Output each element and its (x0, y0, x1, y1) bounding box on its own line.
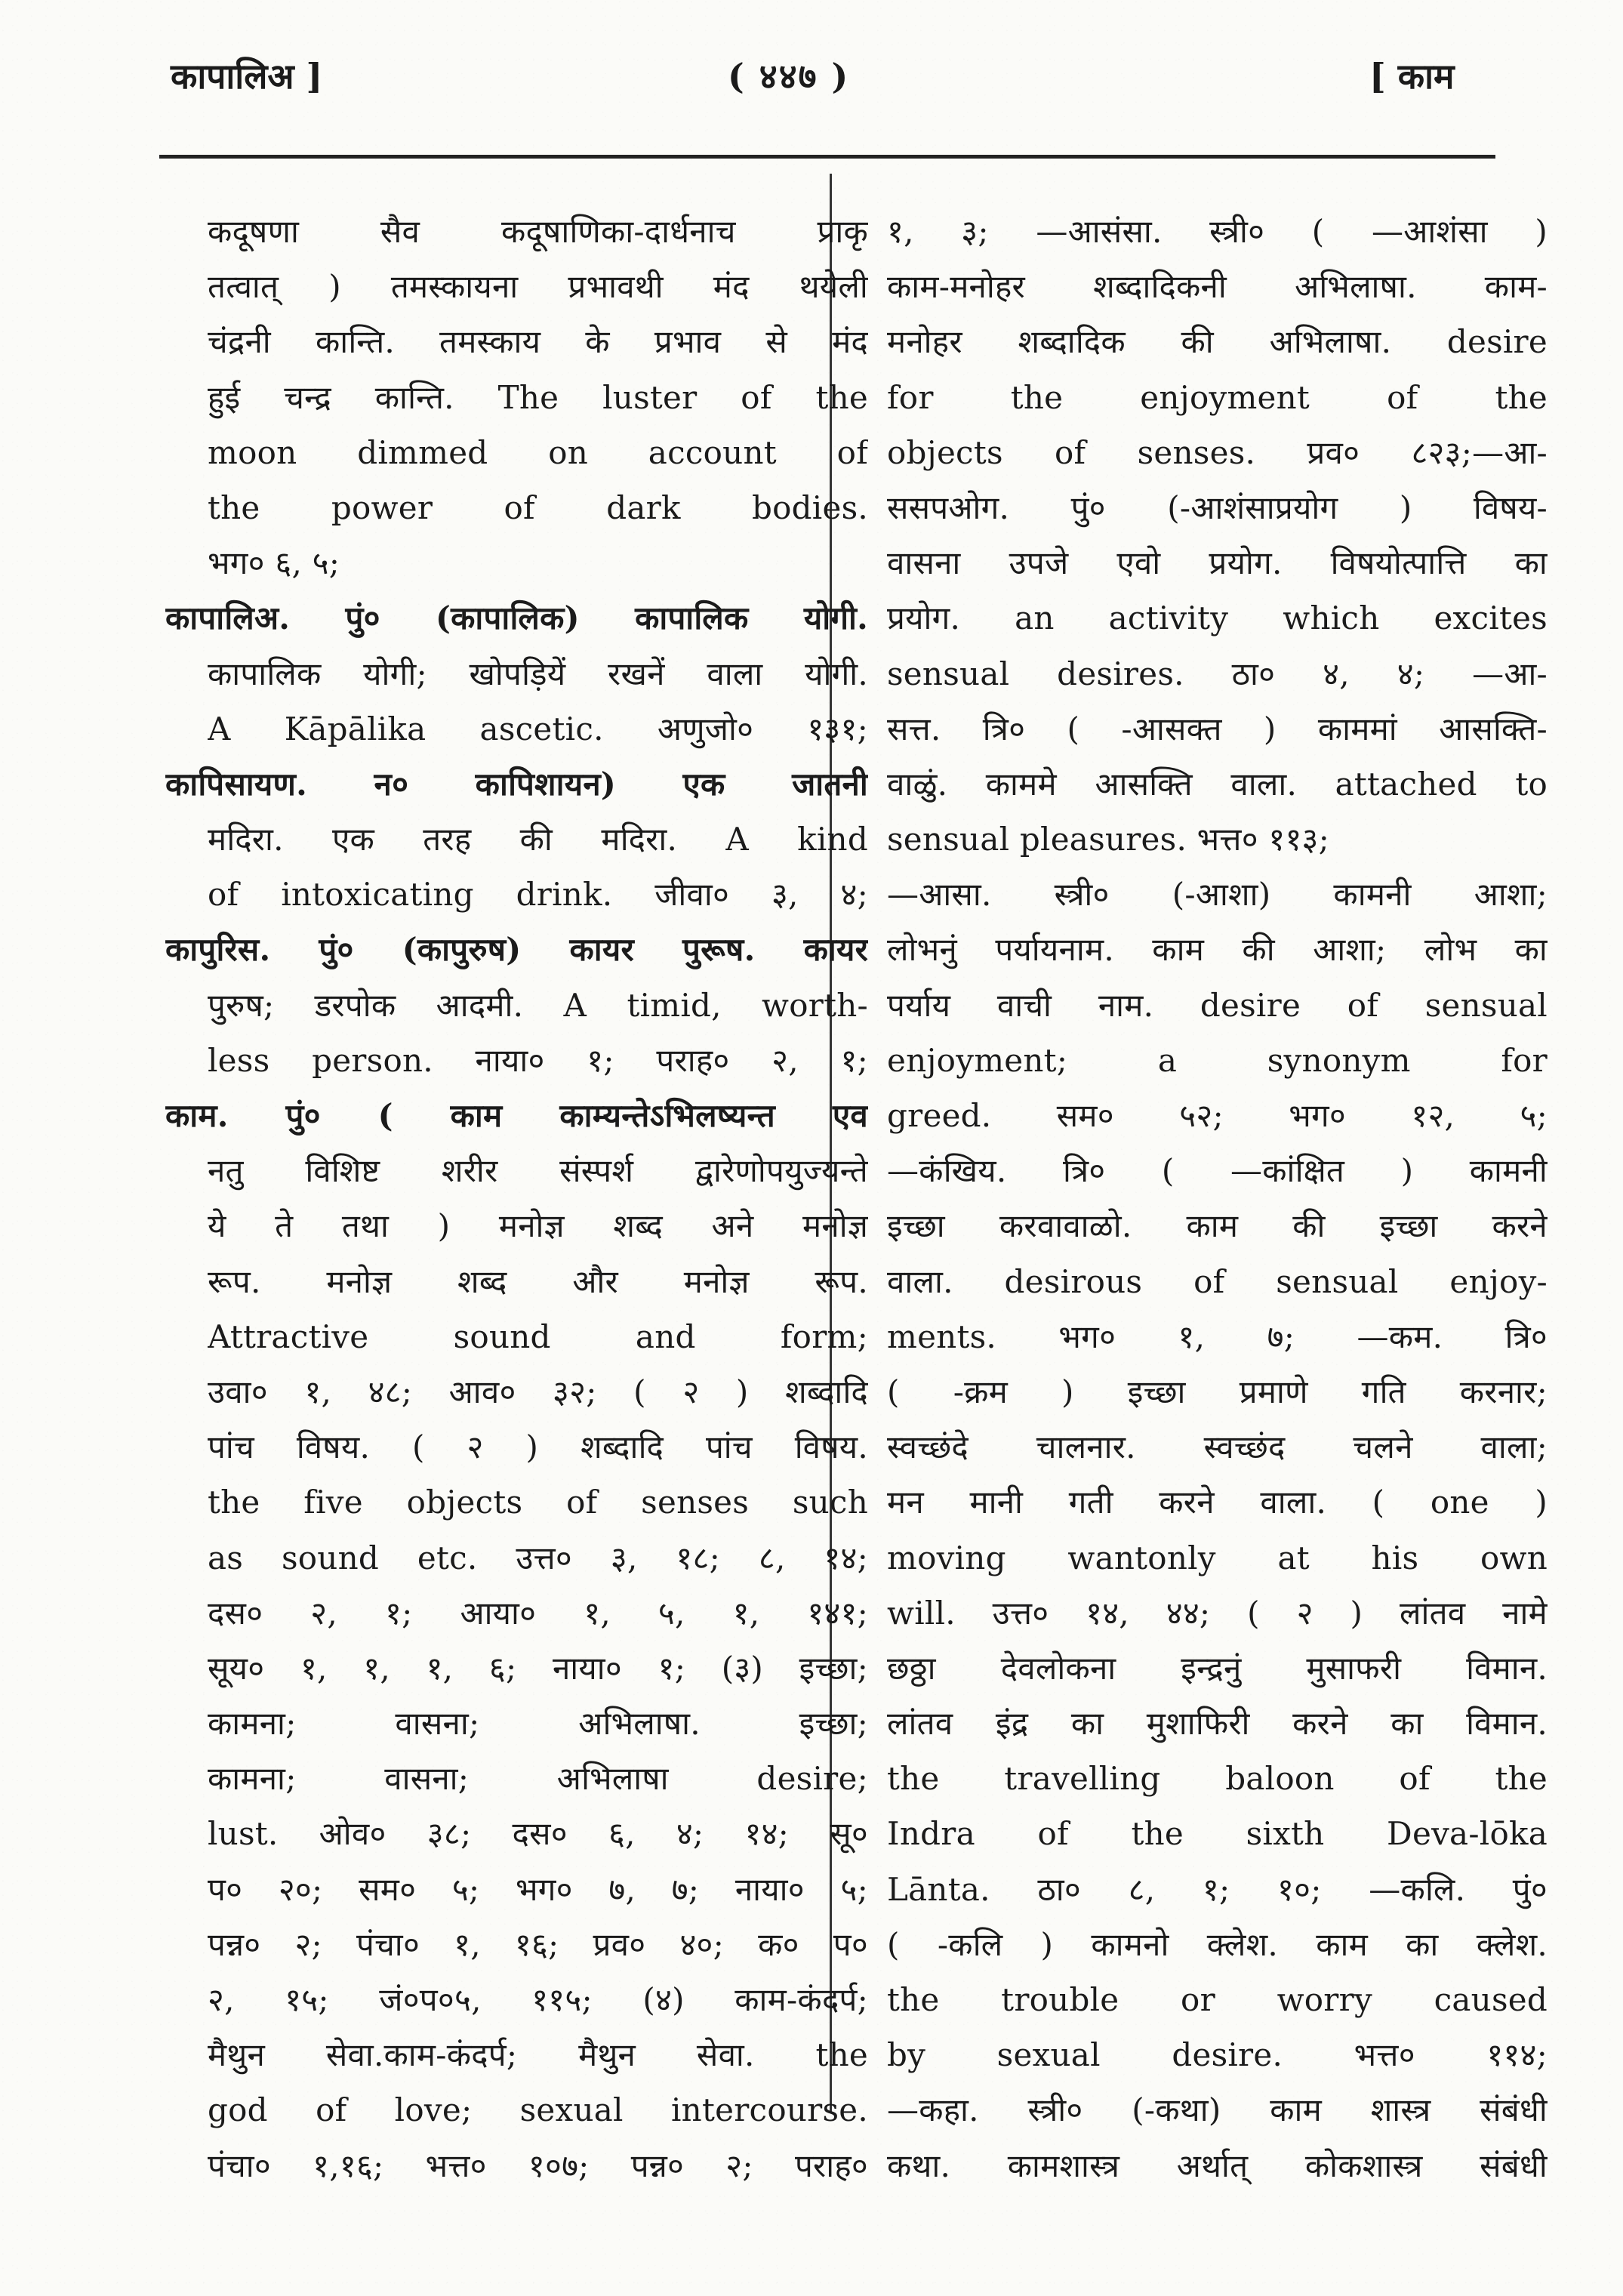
right-line-11: वाळुं. काममे आसक्ति वाला. attached to (887, 765, 1548, 803)
right-line-34: by sexual desire. भत्त० ११४; (887, 2036, 1548, 2074)
page-number: ( ४४७ ) (728, 56, 850, 97)
left-line-15: पुरुष; डरपोक आदमी. A timid, worth- (208, 986, 868, 1024)
left-line-25: as sound etc. उत्त० ३, १८; ८, १४; (208, 1539, 868, 1576)
right-line-36: कथा. कामशास्त्र अर्थात् कोकशास्त्र संबंधी (887, 2147, 1548, 2184)
left-line-24: the five objects of senses such (208, 1484, 868, 1521)
left-line-6: the power of dark bodies. (208, 488, 868, 526)
right-line-33: the trouble or worry caused (887, 1981, 1548, 2018)
left-column (165, 204, 868, 2193)
right-line-19: इच्छा करवावाळो. काम की इच्छा करने (887, 1207, 1548, 1245)
right-line-35: —कहा. स्त्री० (-कथा) काम शास्त्र संबंधी (887, 2091, 1548, 2129)
right-line-20: वाला. desirous of sensual enjoy- (887, 1262, 1548, 1300)
right-line-18: —कंखिय. त्रि० ( —कांक्षित ) कामनी (887, 1152, 1548, 1190)
left-line-33: २, १५; जं०प०५, ११५; (४) काम-कंदर्प; (208, 1981, 868, 2018)
right-line-4: for the enjoyment of the (887, 378, 1548, 416)
right-column (887, 204, 1548, 2193)
left-line-19: ये ते तथा ) मनोज्ञ शब्द अने मनोज्ञ (208, 1207, 868, 1245)
left-line-3: चंद्रनी कान्ति. तमस्काय के प्रभाव से मंद (208, 323, 868, 361)
entry-kama: काम. पुं० ( काम काम्यन्तेऽभिलष्यन्त एव (165, 1097, 868, 1134)
right-line-8: प्रयोग. an activity which excites (887, 599, 1548, 637)
left-line-10: A Kāpālika ascetic. अणुजो० १३१; (208, 710, 868, 747)
right-line-17: greed. सम० ५२; भग० १२, ५; (887, 1097, 1548, 1134)
right-line-16: enjoyment; a synonym for (887, 1041, 1548, 1079)
left-line-9: कापालिक योगी; खोपड़ियें रखनें वाला योगी. (208, 655, 868, 692)
right-line-9: sensual desires. ठा० ४, ४; —आ- (887, 655, 1548, 692)
left-line-32: पन्न० २; पंचा० १, १६; प्रव० ४०; क० प० (208, 1925, 868, 1963)
right-line-28: लांतव इंद्र का मुशाफिरी करने का विमान. (887, 1705, 1548, 1743)
right-line-12: sensual pleasures. भत्त० ११३; (887, 821, 1330, 858)
left-running-head: कापालिअ ] (171, 56, 323, 97)
right-line-15: पर्याय वाची नाम. desire of sensual (887, 986, 1548, 1024)
right-line-29: the travelling baloon of the (887, 1760, 1548, 1798)
right-line-1: १, ३; —आसंसा. स्त्री० ( —आशंसा ) (887, 213, 1548, 250)
right-line-2: काम-मनोहर शब्दादिकनी अभिलाषा. काम- (887, 268, 1548, 306)
right-line-21: ments. भग० १, ७; —कम. त्रि० (887, 1318, 1548, 1355)
left-line-23: पांच विषय. ( २ ) शब्दादि पांच विषय. (208, 1428, 868, 1466)
right-line-24: मन मानी गती करने वाला. ( one ) (887, 1484, 1548, 1521)
left-line-31: प० २०; सम० ५; भग० ७, ७; नाया० ५; (208, 1870, 868, 1908)
left-line-21: Attractive sound and form; (208, 1318, 868, 1355)
left-line-18: नतु विशिष्ट शरीर संस्पर्श द्वारेणोपयुज्यन्ते (208, 1152, 868, 1190)
left-line-5: moon dimmed on account of (208, 433, 868, 471)
right-running-head: [ काम (1369, 56, 1455, 97)
right-line-22: ( -क्रम ) इच्छा प्रमाणे गति करनार; (887, 1373, 1548, 1410)
page-header (0, 56, 1623, 119)
left-line-36: पंचा० १,१६; भत्त० १०७; पन्न० २; पराह० (208, 2147, 868, 2184)
right-line-5: objects of senses. प्रव० ८२३;—आ- (887, 433, 1548, 471)
right-line-25: moving wantonly at his own (887, 1539, 1548, 1576)
left-line-7: भग० ६, ५; (208, 544, 340, 582)
left-line-12: मदिरा. एक तरह की मदिरा. A kind (208, 821, 868, 858)
right-line-7: वासना उपजे एवो प्रयोग. विषयोत्पात्ति का (887, 544, 1548, 582)
left-line-35: god of love; sexual intercourse. (208, 2091, 868, 2129)
left-line-16: less person. नाया० १; पराह० २, १; (208, 1041, 868, 1079)
right-line-14: लोभनुं पर्यायनाम. काम की आशा; लोभ का (887, 931, 1548, 969)
right-line-6: ससपओग. पुं० (-आशंसाप्रयोग ) विषय- (887, 488, 1548, 526)
right-line-23: स्वच्छंदे चालनार. स्वच्छंद चलने वाला; (887, 1428, 1548, 1466)
right-line-10: सत्त. त्रि० ( -आसक्त ) काममां आसक्ति- (887, 710, 1548, 747)
left-line-2: तत्वात् ) तमस्कायना प्रभावथी मंद थयेली (208, 268, 868, 306)
left-line-34: मैथुन सेवा.काम-कंदर्प; मैथुन सेवा. the (208, 2036, 868, 2074)
header-rule (159, 155, 1495, 159)
right-line-32: ( -कलि ) कामनो क्लेश. काम का क्लेश. (887, 1925, 1548, 1963)
entry-kapalia: कापालिअ. पुं० (कापालिक) कापालिक योगी. (165, 599, 868, 637)
right-line-27: छठ्ठा देवलोकना इन्द्रनुं मुसाफरी विमान. (887, 1649, 1548, 1687)
entry-kapurisa: कापुरिस. पुं० (कापुरुष) कायर पुरूष. कायर (165, 931, 868, 969)
right-line-30: Indra of the sixth Deva-lōka (887, 1815, 1548, 1853)
right-line-31: Lānta. ठा० ८, १; १०; —कलि. पुं० (887, 1870, 1548, 1908)
entry-kapisayana: कापिसायण. न० कापिशायन) एक जातनी (165, 765, 868, 803)
left-line-22: उवा० १, ४८; आव० ३२; ( २ ) शब्दादि (208, 1373, 868, 1410)
left-line-4: हुई चन्द्र कान्ति. The luster of the (208, 378, 868, 416)
left-line-26: दस० २, १; आया० १, ५, १, १४१; (208, 1594, 868, 1632)
right-line-26: will. उत्त० १४, ४४; ( २ ) लांतव नामे (887, 1594, 1548, 1632)
left-line-29: कामना; वासना; अभिलाषा desire; (208, 1760, 868, 1798)
left-line-27: सूय० १, १, १, ६; नाया० १; (३) इच्छा; (208, 1649, 868, 1687)
left-line-30: lust. ओव० ३८; दस० ६, ४; १४; सू० (208, 1815, 868, 1853)
left-line-13: of intoxicating drink. जीवा० ३, ४; (208, 876, 868, 914)
right-line-3: मनोहर शब्दादिक की अभिलाषा. desire (887, 323, 1548, 361)
left-line-20: रूप. मनोज्ञ शब्द और मनोज्ञ रूप. (208, 1262, 868, 1300)
left-line-28: कामना; वासना; अभिलाषा. इच्छा; (208, 1705, 868, 1743)
left-line-1: कदूषणा सैव कदूषाणिका-दार्धनाच प्राकृ (208, 213, 868, 250)
right-line-13: —आसा. स्त्री० (-आशा) कामनी आशा; (887, 876, 1548, 914)
